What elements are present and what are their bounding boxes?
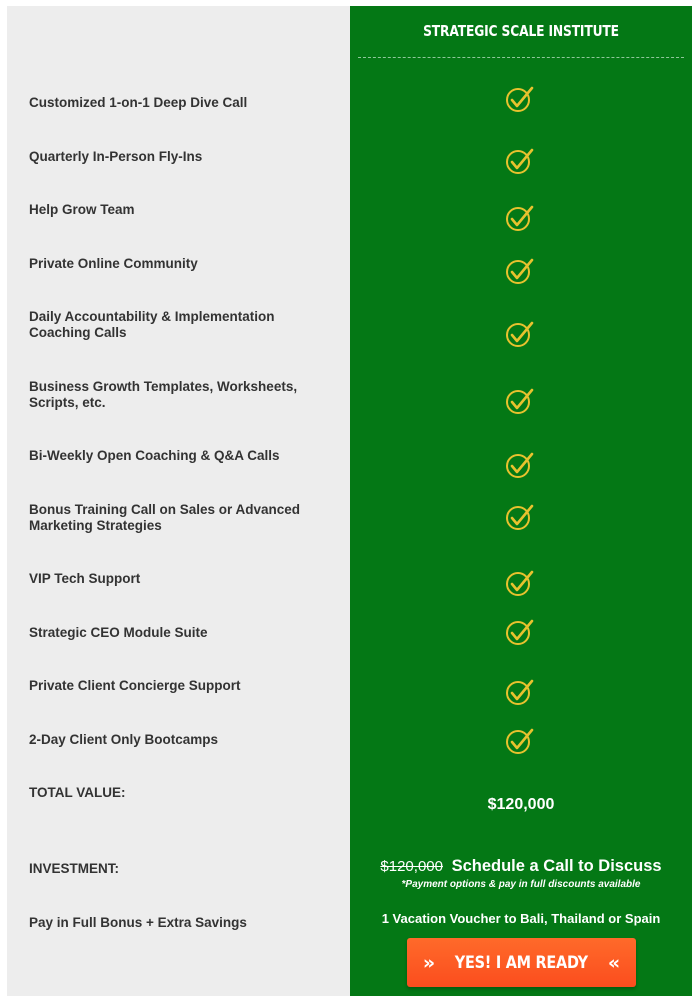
feature-label: Bonus Training Call on Sales or Advanced Marketing Strategies — [29, 502, 301, 533]
double-chevron-left-icon: « — [607, 951, 621, 974]
feature-label: Private Online Community — [29, 256, 198, 271]
feature-label: Quarterly In-Person Fly-Ins — [29, 149, 203, 164]
feature-label: Bi-Weekly Open Coaching & Q&A Calls — [29, 448, 280, 463]
feature-label: Help Grow Team — [29, 202, 135, 217]
old-price: $120,000 — [380, 858, 443, 875]
bonus-value: 1 Vacation Voucher to Bali, Thailand or Spain — [381, 911, 661, 926]
check-icon — [505, 618, 535, 646]
total-value-label: TOTAL VALUE: — [29, 785, 126, 800]
bonus-label: Pay in Full Bonus + Extra Savings — [29, 915, 247, 930]
investment-label: INVESTMENT: — [29, 861, 120, 876]
check-icon — [505, 257, 535, 285]
cta-label: YES! I AM READY — [454, 952, 589, 973]
feature-label: VIP Tech Support — [29, 571, 141, 586]
feature-label: Private Client Concierge Support — [29, 678, 241, 693]
check-icon — [505, 451, 535, 479]
check-icon — [505, 678, 535, 706]
column-title: STRATEGIC SCALE INSTITUTE — [423, 22, 619, 40]
total-value: $120,000 — [487, 796, 555, 813]
check-icon — [505, 204, 535, 232]
payment-note: *Payment options & pay in full discounts available — [401, 879, 641, 890]
check-icon — [505, 503, 535, 531]
check-icon — [505, 147, 535, 175]
check-icon — [505, 387, 535, 415]
feature-label: 2-Day Client Only Bootcamps — [29, 732, 219, 747]
feature-label: Business Growth Templates, Worksheets, Scripts, etc. — [29, 379, 298, 410]
investment-value — [350, 857, 692, 876]
feature-label: Strategic CEO Module Suite — [29, 625, 208, 640]
feature-label: Daily Accountability & Implementation Coaching Calls — [29, 309, 275, 340]
double-chevron-right-icon: » — [422, 951, 436, 974]
check-icon — [505, 569, 535, 597]
yes-ready-button[interactable] — [407, 938, 636, 987]
investment-text: Schedule a Call to Discuss — [451, 857, 662, 875]
check-icon — [505, 85, 535, 113]
feature-label: Customized 1-on-1 Deep Dive Call — [29, 95, 248, 110]
check-icon — [505, 320, 535, 348]
dashed-divider — [358, 57, 684, 58]
check-icon — [505, 727, 535, 755]
